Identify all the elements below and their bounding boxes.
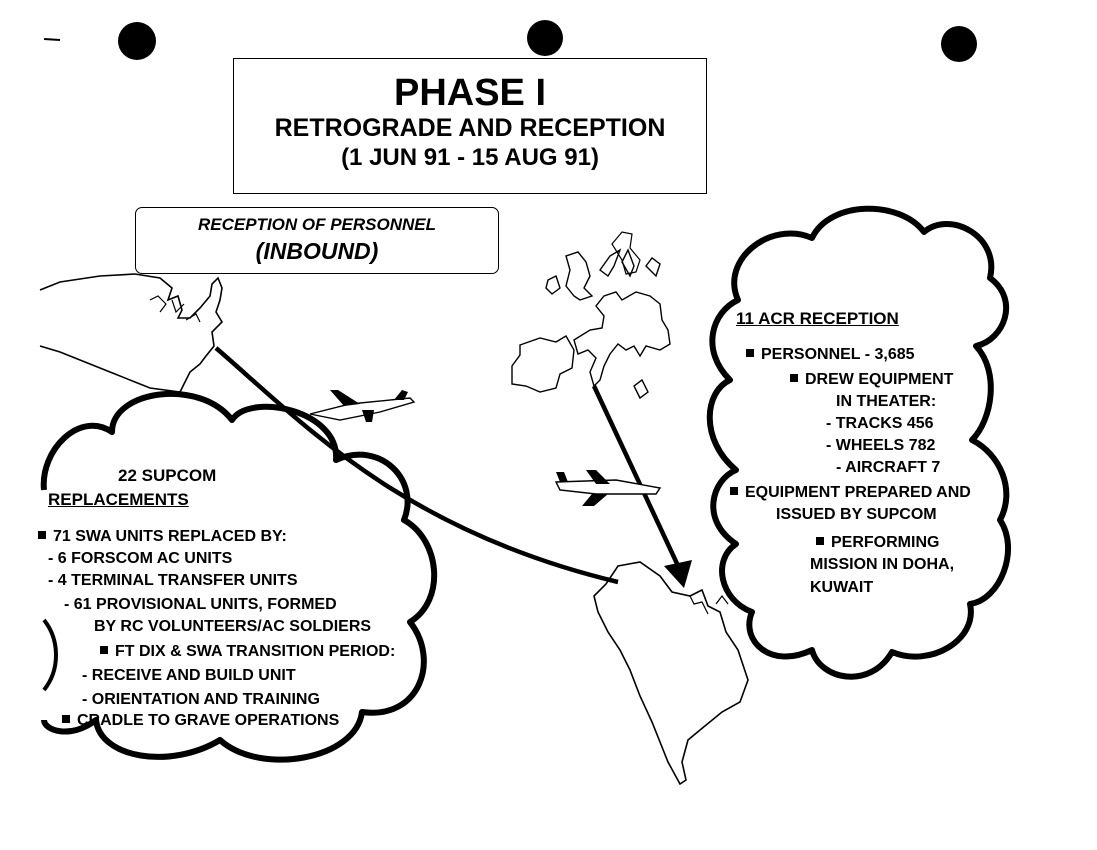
bullet-icon xyxy=(746,349,754,357)
date-range: (1 JUN 91 - 15 AUG 91) xyxy=(341,144,599,171)
list-item: - ORIENTATION AND TRAINING xyxy=(82,691,320,708)
right-cloud-heading: 11 ACR RECEPTION xyxy=(736,309,899,328)
bullet-icon xyxy=(790,374,798,382)
gulf-coast-detail xyxy=(690,596,728,614)
binder-hole-right xyxy=(941,26,977,62)
bullet-icon xyxy=(38,531,46,539)
list-item: PERSONNEL - 3,685 xyxy=(746,345,915,365)
list-item: - 61 PROVISIONAL UNITS, FORMED xyxy=(64,596,337,613)
bullet-icon xyxy=(816,537,824,545)
great-lakes xyxy=(150,296,200,322)
list-item: - AIRCRAFT 7 xyxy=(836,459,941,476)
route-arrow-europe-to-saudi xyxy=(594,386,680,570)
arabian-peninsula-outline xyxy=(594,562,748,784)
scan-mark xyxy=(44,39,60,40)
list-item: ISSUED BY SUPCOM xyxy=(776,506,937,523)
list-item: MISSION IN DOHA, xyxy=(810,556,955,573)
list-item: KUWAIT xyxy=(810,579,874,596)
us-map-outline xyxy=(40,274,222,392)
airplane-icon xyxy=(556,470,660,506)
binder-hole-left xyxy=(118,22,156,60)
list-item: CRADLE TO GRAVE OPERATIONS xyxy=(62,711,339,731)
list-item: EQUIPMENT PREPARED AND xyxy=(730,483,971,503)
bullet-icon xyxy=(730,487,738,495)
list-item: BY RC VOLUNTEERS/AC SOLDIERS xyxy=(94,618,372,635)
list-item: - WHEELS 782 xyxy=(826,437,936,454)
list-item: PERFORMING xyxy=(816,533,939,553)
reception-label-box xyxy=(135,207,499,274)
arrowhead-icon xyxy=(664,560,692,588)
airplane-icon xyxy=(310,390,414,422)
list-item: - 4 TERMINAL TRANSFER UNITS xyxy=(48,572,298,589)
left-cloud-subheading: REPLACEMENTS xyxy=(48,490,189,509)
list-item: - RECEIVE AND BUILD UNIT xyxy=(82,667,296,684)
reception-label-line1: RECEPTION OF PERSONNEL xyxy=(197,215,437,234)
list-item: 71 SWA UNITS REPLACED BY: xyxy=(38,527,287,547)
bullet-icon xyxy=(62,715,70,723)
bullet-icon xyxy=(100,646,108,654)
title-box xyxy=(233,58,707,194)
reception-label-line2: (INBOUND) xyxy=(255,238,379,264)
list-item: DREW EQUIPMENT xyxy=(790,370,953,390)
binder-hole-center xyxy=(527,20,563,56)
left-cloud-heading: 22 SUPCOM xyxy=(118,466,217,485)
list-item: - 6 FORSCOM AC UNITS xyxy=(48,550,233,567)
page-subtitle: RETROGRADE AND RECEPTION xyxy=(274,114,666,142)
europe-map-outline xyxy=(512,250,670,398)
left-cloud-inner-edge xyxy=(44,620,56,690)
list-item: IN THEATER: xyxy=(836,393,937,410)
list-item: FT DIX & SWA TRANSITION PERIOD: xyxy=(100,642,395,662)
page-title: PHASE I xyxy=(393,72,547,114)
list-item: - TRACKS 456 xyxy=(826,415,934,432)
